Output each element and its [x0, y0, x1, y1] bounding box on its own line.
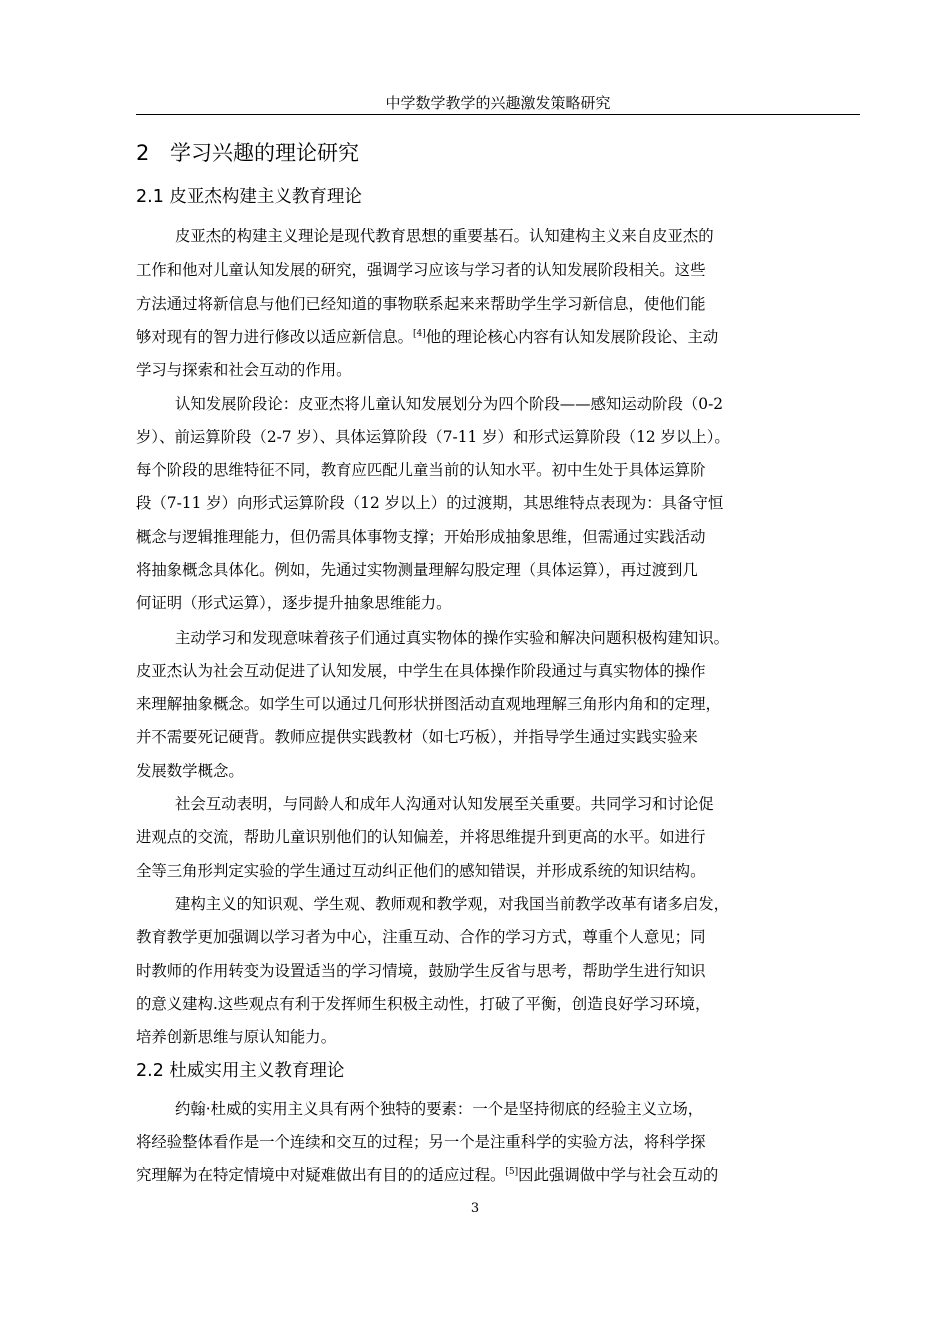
paragraph-line: 概念与逻辑推理能力，但仍需具体事物支撑；开始形成抽象思维，但需通过实践活动	[136, 528, 706, 546]
paragraph-line: 岁）、前运算阶段（2-7 岁）、具体运算阶段（7-11 岁）和形式运算阶段（12 岁以上）。	[136, 428, 730, 446]
paragraph-line: 皮亚杰认为社会互动促进了认知发展，中学生在具体操作阶段通过与真实物体的操作	[136, 662, 706, 680]
paragraph-line: 主动学习和发现意味着孩子们通过真实物体的操作实验和解决问题积极构建知识。	[175, 629, 730, 647]
paragraph-line: 时教师的作用转变为设置适当的学习情境，鼓励学生反省与思考，帮助学生进行知识	[136, 962, 706, 980]
paragraph-line: 来理解抽象概念。如学生可以通过几何形状拼图活动直观地理解三角形内角和的定理，	[136, 695, 721, 713]
paragraph-line: 每个阶段的思维特征不同，教育应匹配儿童当前的认知水平。初中生处于具体运算阶	[136, 461, 706, 479]
paragraph-line: 方法通过将新信息与他们已经知道的事物联系起来来帮助学生学习新信息，使他们能	[136, 295, 706, 313]
chapter-heading	[136, 138, 359, 168]
paragraph-line: 培养创新思维与原认知能力。	[136, 1028, 337, 1046]
paragraph-line: 认知发展阶段论：皮亚杰将儿童认知发展划分为四个阶段——感知运动阶段（0-2	[175, 395, 724, 413]
paragraph-line: 将经验整体看作是一个连续和交互的过程；另一个是注重科学的实验方法，将科学探	[136, 1133, 706, 1151]
paragraph-line: 进观点的交流，帮助儿童识别他们的认知偏差，并将思维提升到更高的水平。如进行	[136, 828, 706, 846]
running-header: 中学数学教学的兴趣激发策略研究	[136, 92, 860, 115]
paragraph-line: 发展数学概念。	[136, 762, 244, 780]
paragraph-line: 工作和他对儿童认知发展的研究，强调学习应该与学习者的认知发展阶段相关。这些	[136, 261, 706, 279]
paragraph-line: 社会互动表明，与同龄人和成年人沟通对认知发展至关重要。共同学习和讨论促	[175, 795, 714, 813]
paragraph-line: 全等三角形判定实验的学生通过互动纠正他们的感知错误，并形成系统的知识结构。	[136, 862, 706, 880]
paragraph-line: 建构主义的知识观、学生观、教师观和教学观，对我国当前教学改革有诸多启发，	[175, 895, 730, 913]
section-heading-2-2: 2.2 杜威实用主义教育理论	[136, 1061, 345, 1081]
paragraph-line: 将抽象概念具体化。例如，先通过实物测量理解勾股定理（具体运算），再过渡到几	[136, 561, 698, 579]
chapter-number: 2	[136, 141, 150, 165]
paragraph-line: 何证明（形式运算），逐步提升抽象思维能力。	[136, 594, 452, 612]
citation-ref: [4]	[413, 329, 426, 339]
paragraph-line: 皮亚杰的构建主义理论是现代教育思想的重要基石。认知建构主义来自皮亚杰的	[175, 227, 714, 245]
paragraph-line: 约翰·杜威的实用主义具有两个独特的要素：一个是坚持彻底的经验主义立场，	[175, 1100, 704, 1118]
paragraph-line: 究理解为在特定情境中对疑难做出有目的的适应过程。[5]因此强调做中学与社会互动的	[136, 1166, 719, 1184]
chapter-title: 学习兴趣的理论研究	[170, 141, 359, 165]
section-heading-2-1: 2.1 皮亚杰构建主义教育理论	[136, 187, 362, 207]
paragraph-line: 学习与探索和社会互动的作用。	[136, 361, 352, 379]
paragraph-line: 段（7-11 岁）向形式运算阶段（12 岁以上）的过渡期，其思维特点表现为：具备守恒	[136, 494, 724, 512]
paragraph-line: 教育教学更加强调以学习者为中心，注重互动、合作的学习方式，尊重个人意见；同	[136, 928, 706, 946]
paragraph-line: 的意义建构.这些观点有利于发挥师生积极主动性，打破了平衡，创造良好学习环境，	[136, 995, 711, 1013]
paragraph-line: 够对现有的智力进行修改以适应新信息。[4]他的理论核心内容有认知发展阶段论、主动	[136, 328, 719, 346]
citation-ref: [5]	[505, 1167, 519, 1177]
page-number: 3	[470, 1201, 480, 1216]
paragraph-line: 并不需要死记硬背。教师应提供实践教材（如七巧板），并指导学生通过实践实验来	[136, 728, 698, 746]
